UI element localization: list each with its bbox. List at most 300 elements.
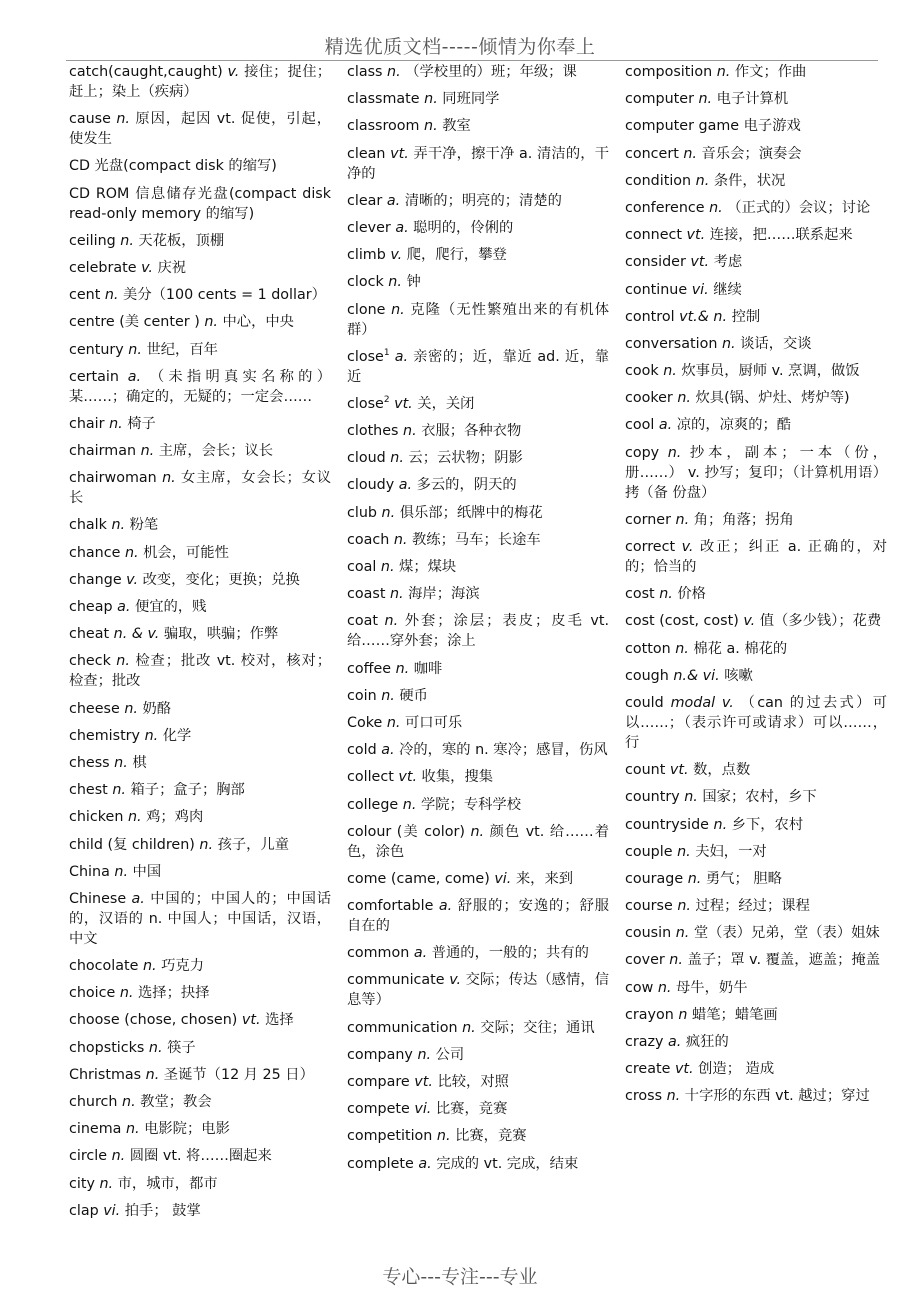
entry-headword: comfortable	[347, 898, 434, 915]
vocab-entry	[347, 1072, 609, 1092]
column-2	[347, 62, 609, 1181]
entry-headword: crayon	[625, 1006, 674, 1023]
vocab-entry	[69, 109, 331, 149]
entry-part-of-speech: modal v.	[670, 694, 734, 711]
vocab-entry	[347, 218, 609, 238]
entry-definition: 堂（表）兄弟，堂（表）姐妹	[693, 925, 880, 942]
entry-definition: 棋	[132, 754, 147, 771]
entry-part-of-speech: n.	[666, 1088, 681, 1105]
entry-headword: clean	[347, 145, 386, 162]
entry-headword: communicate	[347, 972, 445, 989]
entry-part-of-speech: n	[678, 1006, 688, 1023]
vocab-entry	[347, 89, 609, 109]
vocab-entry	[69, 570, 331, 590]
entry-part-of-speech: n.	[470, 823, 485, 840]
vocab-entry	[625, 923, 887, 943]
entry-headword: cold	[347, 742, 377, 759]
entry-headword: century	[69, 341, 124, 358]
entry-definition: 咳嗽	[724, 667, 753, 684]
entry-headword: chemistry	[69, 727, 141, 744]
entry-headword: chopsticks	[69, 1039, 145, 1056]
page-footer: 专心---专注---专业	[382, 1266, 538, 1288]
entry-definition: 交际；交往；通讯	[480, 1019, 595, 1036]
entry-definition: 硬币	[399, 687, 428, 704]
vocab-entry	[69, 1065, 331, 1085]
vocab-entry	[625, 198, 887, 218]
entry-headword: colour (美 color)	[347, 823, 465, 840]
entry-headword: check	[69, 653, 111, 670]
entry-headword: complete	[347, 1155, 414, 1172]
vocab-entry	[625, 388, 887, 408]
entry-part-of-speech: vi.	[691, 281, 709, 298]
entry-definition: 中国的；中国人的；中国话的，汉语的 n. 中国人；中国话，汉语，中文	[69, 890, 332, 947]
entry-headword: compete	[347, 1101, 410, 1118]
entry-headword: composition	[625, 64, 713, 80]
vocab-entry	[69, 1201, 331, 1221]
vocab-entry	[69, 807, 331, 827]
entry-part-of-speech: n.	[389, 586, 404, 603]
entry-part-of-speech: n.	[391, 301, 405, 318]
entry-headword: cool	[625, 417, 655, 434]
vocab-entry	[625, 537, 887, 577]
entry-definition: 条件，状况	[713, 172, 786, 189]
entry-part-of-speech: n.	[675, 511, 690, 528]
entry-definition: 普通的，一般的；共有的	[431, 945, 589, 962]
entry-definition: 音乐会；演奏会	[701, 145, 802, 162]
entry-part-of-speech: v.	[449, 972, 462, 989]
entry-headword: conference	[625, 199, 705, 216]
vocab-entry	[69, 468, 331, 508]
entry-definition: 椅子	[127, 415, 156, 432]
entry-part-of-speech: a.	[131, 890, 145, 907]
entry-definition: 美分（100 cents = 1 dollar）	[123, 287, 326, 304]
entry-part-of-speech: n.	[111, 1148, 126, 1165]
entry-definition: 庆祝	[157, 259, 187, 276]
vocab-entry	[347, 1099, 609, 1119]
entry-definition: 舒服的；安逸的；舒服自在的	[347, 898, 610, 935]
vocab-entry	[347, 475, 609, 495]
entry-part-of-speech: n.	[403, 423, 417, 440]
entry-part-of-speech: n.	[462, 1019, 476, 1036]
entry-headword: Christmas	[69, 1066, 142, 1083]
entry-definition: 比较，对照	[437, 1074, 509, 1090]
entry-headword: count	[625, 762, 666, 779]
entry-definition: 教室	[442, 118, 471, 135]
entry-definition: 克隆（无性繁殖出来的有机体群）	[347, 301, 610, 338]
entry-headword: China	[69, 863, 110, 880]
vocab-entry	[347, 421, 609, 441]
entry-part-of-speech: a.	[658, 417, 673, 434]
entry-definition: 完成的 vt. 完成，结束	[436, 1155, 579, 1172]
entry-part-of-speech: vt.	[690, 254, 710, 271]
entry-headword: could	[625, 694, 664, 711]
entry-headword: coach	[347, 531, 390, 548]
entry-definition: 选择	[265, 1012, 294, 1029]
vocab-entry	[69, 835, 331, 855]
entry-headword: chalk	[69, 517, 107, 534]
entry-headword: couple	[625, 843, 673, 860]
vocab-entry	[625, 89, 887, 109]
entry-definition: 云；云状物；阴影	[408, 450, 523, 467]
vocab-entry	[625, 787, 887, 807]
entry-headword: CD	[69, 158, 90, 175]
vocab-entry	[625, 639, 887, 659]
entry-headword: clone	[347, 301, 386, 318]
vocab-entry	[347, 62, 609, 82]
vocab-entry	[625, 510, 887, 530]
entry-part-of-speech: n.	[109, 415, 123, 432]
entry-definition: 粉笔	[129, 517, 159, 534]
entry-headword: concert	[625, 145, 679, 162]
entry-part-of-speech: n.	[162, 470, 176, 487]
entry-definition: （正式的）会议；讨论	[727, 199, 871, 216]
entry-part-of-speech: n. & v.	[113, 626, 160, 643]
entry-part-of-speech: a.	[386, 192, 401, 209]
entry-part-of-speech: n.	[122, 1094, 136, 1110]
entry-headword: cent	[69, 287, 101, 304]
entry-definition: 便宜的，贱	[134, 599, 207, 615]
vocab-entry	[69, 1010, 331, 1030]
entry-headword: certain	[69, 368, 119, 385]
entry-headword: condition	[625, 172, 692, 189]
vocab-entry	[69, 62, 331, 102]
entry-part-of-speech: n.	[424, 118, 438, 135]
entry-headword: corner	[625, 511, 671, 528]
entry-headword: catch(caught,caught)	[69, 64, 223, 80]
entry-definition: 电子计算机	[716, 91, 789, 108]
entry-part-of-speech: a.	[398, 477, 413, 494]
entry-part-of-speech: n.	[687, 870, 702, 887]
entry-definition: 十字形的东西 vt. 越过；穿过	[684, 1088, 870, 1105]
entry-part-of-speech: n.	[677, 390, 691, 407]
entry-definition: 改变，变化；更换；兑换	[142, 571, 300, 588]
entry-part-of-speech: n.	[128, 341, 142, 358]
vocab-entry	[69, 340, 331, 360]
entry-definition: 巧克力	[161, 958, 205, 975]
entry-part-of-speech: n.	[393, 531, 408, 548]
entry-part-of-speech: n.	[142, 958, 157, 975]
entry-headword: cinema	[69, 1121, 122, 1138]
entry-headword: choice	[69, 985, 116, 1002]
vocab-entry	[625, 280, 887, 300]
vocab-entry	[347, 611, 609, 651]
entry-definition: 亲密的；近，靠近 ad. 近，靠近	[347, 348, 610, 385]
entry-definition: 数，点数	[693, 762, 751, 779]
entry-sense-number: 2	[383, 395, 390, 406]
vocab-entry	[347, 1018, 609, 1038]
entry-part-of-speech: v.	[126, 571, 139, 588]
vocab-entry	[347, 659, 609, 679]
entry-definition: 孩子，儿童	[217, 836, 290, 853]
entry-headword: classroom	[347, 118, 420, 135]
entry-headword: Coke	[347, 714, 383, 731]
vocab-entry	[347, 116, 609, 136]
entry-definition: 俱乐部；纸牌中的梅花	[399, 504, 543, 521]
entry-headword: communication	[347, 1019, 458, 1036]
entry-part-of-speech: a.	[668, 1034, 682, 1050]
entry-definition: 爬，爬行，攀登	[406, 247, 507, 264]
entry-definition: 关，关闭	[417, 395, 475, 412]
entry-definition: 谈话，交谈	[740, 335, 812, 352]
entry-headword: clever	[347, 219, 391, 236]
entry-headword: course	[625, 898, 673, 915]
entry-part-of-speech: n.	[204, 314, 218, 331]
entry-part-of-speech: n.	[684, 789, 698, 806]
entry-headword: cloudy	[347, 477, 395, 494]
vocab-entry	[347, 300, 609, 340]
vocab-entry	[625, 62, 887, 82]
vocab-entry	[625, 693, 887, 753]
vocab-entry	[69, 1119, 331, 1139]
entry-headword: club	[347, 504, 377, 521]
entry-headword: clap	[69, 1202, 99, 1219]
entry-headword: coal	[347, 559, 377, 575]
vocab-entry	[69, 441, 331, 461]
vocab-entry	[69, 956, 331, 976]
vocab-entry	[69, 367, 331, 407]
entry-definition: 国家；农村，乡下	[702, 789, 817, 806]
entry-definition: 世纪，百年	[146, 341, 218, 358]
entry-definition: 控制	[731, 308, 761, 325]
entry-headword: cloud	[347, 450, 386, 467]
entry-headword: crazy	[625, 1034, 664, 1050]
entry-part-of-speech: n.& vi.	[673, 667, 720, 684]
entry-part-of-speech: vt.& n.	[679, 308, 728, 325]
entry-part-of-speech: n.	[675, 925, 690, 942]
vocab-entry	[347, 272, 609, 292]
vocab-entry	[347, 1126, 609, 1146]
entry-headword: competition	[347, 1128, 433, 1145]
column-1	[69, 62, 331, 1228]
entry-headword: common	[347, 945, 410, 962]
entry-headword: control	[625, 308, 675, 325]
vocab-entry	[625, 815, 887, 835]
entry-headword: cheese	[69, 700, 120, 717]
entry-definition: 乡下，农村	[731, 816, 804, 833]
vocab-entry	[347, 1045, 609, 1065]
entry-headword: cheat	[69, 626, 110, 643]
entry-part-of-speech: n.	[677, 843, 691, 860]
entry-headword: cough	[625, 667, 669, 684]
entry-definition: 中心，中央	[222, 314, 294, 331]
entry-headword: chess	[69, 754, 110, 771]
entry-headword: chairman	[69, 443, 137, 460]
entry-definition: 来，来到	[515, 870, 574, 887]
entry-headword: cost	[625, 586, 655, 603]
entry-part-of-speech: v.	[227, 64, 240, 80]
entry-headword: city	[69, 1175, 95, 1192]
entry-part-of-speech: n.	[395, 660, 410, 677]
entry-headword: centre (美 center )	[69, 314, 200, 331]
entry-headword: country	[625, 789, 680, 806]
entry-definition: 教练；马车；长途车	[412, 531, 541, 548]
entry-part-of-speech: n.	[127, 809, 142, 826]
entry-headword: CD ROM	[69, 185, 130, 202]
entry-definition: 收集，搜集	[421, 769, 494, 786]
entry-headword: chicken	[69, 809, 124, 826]
vocab-entry	[625, 1086, 887, 1106]
entry-definition: 煤；煤块	[399, 559, 457, 575]
entry-definition: 盖子；罩 v. 覆盖，遮盖；掩盖	[687, 952, 880, 969]
entry-definition: 机会，可能性	[143, 544, 229, 561]
vocab-entry	[347, 686, 609, 706]
entry-part-of-speech: n.	[677, 898, 691, 915]
vocab-entry	[625, 415, 887, 435]
vocab-entry	[69, 1174, 331, 1194]
vocab-entry	[69, 1038, 331, 1058]
vocab-entry	[347, 795, 609, 815]
entry-definition: 同班同学	[442, 91, 500, 108]
vocab-entry	[625, 225, 887, 245]
entry-definition: 创造； 造成	[698, 1061, 775, 1078]
entry-definition: 检查；批改 vt. 校对，核对； 检查；批改	[69, 653, 331, 690]
vocab-entry	[69, 184, 331, 224]
entry-headword: cousin	[625, 925, 672, 942]
entry-headword: cover	[625, 952, 665, 969]
vocab-entry	[625, 842, 887, 862]
vocab-entry	[625, 307, 887, 327]
vocab-entry	[69, 414, 331, 434]
entry-definition: 交际；传达（感情，信息等）	[347, 972, 610, 1009]
entry-definition: 教堂；教会	[140, 1094, 212, 1110]
entry-definition: 鸡；鸡肉	[146, 809, 204, 826]
entry-definition: 抄本，副本；一本（份，册……） v. 抄写；复印；（计算机用语）拷（备 份盘）	[625, 444, 888, 501]
entry-part-of-speech: n.	[114, 754, 128, 771]
entry-headword: coin	[347, 687, 377, 704]
entry-part-of-speech: a.	[381, 742, 395, 759]
entry-definition: 学院；专科学校	[420, 796, 522, 813]
entry-headword: computer game	[625, 118, 740, 135]
entry-part-of-speech: a.	[395, 219, 409, 236]
vocab-entry	[69, 889, 331, 949]
entry-definition: 炊具(锅、炉灶、烤炉等)	[695, 390, 850, 407]
entry-definition: 比赛，竞赛	[455, 1128, 527, 1145]
vocab-entry	[69, 156, 331, 176]
entry-part-of-speech: vi.	[103, 1202, 121, 1219]
entry-headword: connect	[625, 227, 682, 244]
entry-part-of-speech: n.	[114, 863, 128, 880]
entry-definition: 夫妇，一对	[695, 843, 767, 860]
entry-part-of-speech: n.	[417, 1046, 432, 1063]
entry-part-of-speech: vt.	[674, 1061, 694, 1078]
column-3	[625, 62, 887, 1114]
entry-headword: continue	[625, 281, 688, 298]
entry-part-of-speech: v.	[390, 247, 403, 264]
entry-definition: 电子游戏	[743, 118, 801, 135]
entry-part-of-speech: a.	[418, 1155, 432, 1172]
entry-headword: cause	[69, 111, 111, 128]
vocab-entry	[625, 144, 887, 164]
entry-headword: courage	[625, 870, 684, 887]
entry-definition: 继续	[713, 281, 742, 298]
vocab-entry	[347, 713, 609, 733]
vocab-entry	[625, 116, 887, 136]
entry-definition: 电影院；电影	[144, 1121, 230, 1138]
entry-part-of-speech: a.	[117, 599, 131, 615]
entry-part-of-speech: n.	[663, 363, 677, 380]
entry-definition: 冷的，寒的 n. 寒冷；感冒，伤风	[399, 742, 608, 759]
entry-headword: collect	[347, 769, 394, 786]
vocab-entry	[69, 515, 331, 535]
vocab-entry	[347, 943, 609, 963]
entry-headword: change	[69, 571, 122, 588]
entry-part-of-speech: n.	[436, 1128, 451, 1145]
entry-headword: correct	[625, 539, 676, 555]
vocab-entry	[347, 896, 609, 936]
entry-headword: cheap	[69, 599, 113, 615]
entry-headword: circle	[69, 1148, 108, 1165]
vocab-entry	[69, 1146, 331, 1166]
entry-definition: （未指明真实名称的）某……；确定的，无疑的；一定会……	[69, 368, 332, 405]
entry-headword: coffee	[347, 660, 392, 677]
entry-definition: 天花板，顶棚	[138, 232, 225, 249]
entry-headword: consider	[625, 254, 686, 271]
vocab-entry	[347, 767, 609, 787]
entry-part-of-speech: n.	[112, 782, 126, 799]
entry-part-of-speech: n.	[695, 172, 710, 189]
entry-definition: 比赛，竞赛	[435, 1101, 508, 1118]
vocab-entry	[347, 530, 609, 550]
page-header: 精选优质文档-----倾情为你奉上	[324, 36, 596, 58]
vocab-entry	[347, 557, 609, 577]
entry-part-of-speech: n.	[125, 1121, 140, 1138]
entry-definition: 奶酪	[142, 700, 172, 717]
entry-headword: close	[347, 395, 384, 412]
vocab-entry	[347, 245, 609, 265]
entry-definition: 骗取，哄骗；作弊	[163, 626, 279, 643]
entry-definition: 筷子	[167, 1039, 196, 1056]
entry-headword: clothes	[347, 423, 399, 440]
entry-part-of-speech: n.	[721, 335, 736, 352]
vocab-entry	[625, 334, 887, 354]
entry-part-of-speech: n.	[387, 64, 401, 80]
entry-part-of-speech: n.	[140, 443, 155, 460]
vocab-entry	[625, 666, 887, 686]
entry-part-of-speech: n.	[384, 613, 399, 630]
vocab-entry	[69, 285, 331, 305]
entry-headword: cost (cost, cost)	[625, 613, 739, 630]
entry-definition: 咖啡	[413, 660, 443, 677]
entry-part-of-speech: n.	[199, 836, 214, 853]
entry-part-of-speech: n.	[124, 544, 139, 561]
entry-part-of-speech: n.	[667, 444, 682, 461]
entry-headword: climb	[347, 247, 386, 264]
entry-headword: church	[69, 1094, 118, 1110]
entry-part-of-speech: v.	[743, 613, 756, 630]
entry-headword: celebrate	[69, 259, 137, 276]
vocab-entry	[625, 760, 887, 780]
entry-part-of-speech: a.	[394, 348, 409, 365]
vocab-entry	[625, 1032, 887, 1052]
entry-headword: college	[347, 796, 399, 813]
entry-part-of-speech: n.	[713, 816, 728, 833]
entry-headword: child (复 children)	[69, 836, 195, 853]
entry-part-of-speech: a.	[413, 945, 428, 962]
entry-definition: 主席，会长；议长	[158, 443, 274, 460]
entry-headword: close	[347, 348, 384, 365]
entry-definition: 角；角落；拐角	[693, 511, 794, 528]
entry-part-of-speech: vi.	[414, 1101, 432, 1118]
vocab-entry	[69, 1092, 331, 1112]
entry-definition: 圆圈 vt. 将……圈起来	[129, 1148, 272, 1165]
entry-part-of-speech: n.	[402, 796, 417, 813]
entry-definition: 疯狂的	[685, 1034, 729, 1050]
entry-part-of-speech: n.	[386, 714, 401, 731]
vocab-entry	[69, 231, 331, 251]
entry-part-of-speech: n.	[99, 1175, 114, 1192]
vocab-entry	[347, 144, 609, 184]
vocab-entry	[625, 1005, 887, 1025]
